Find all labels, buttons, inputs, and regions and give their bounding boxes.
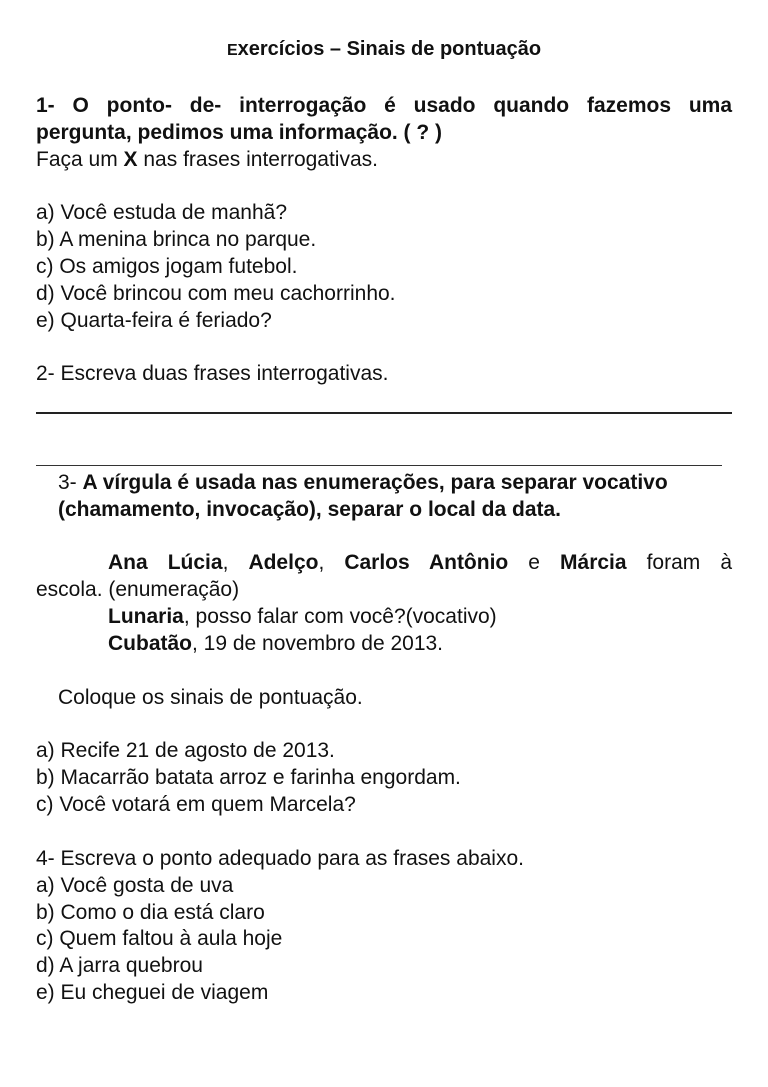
q3-item: a) Recife 21 de agosto de 2013. [36, 739, 335, 762]
q4-item: e) Eu cheguei de viagem [36, 981, 269, 1004]
q1-instruction-pre: Faça um [36, 148, 124, 171]
q1-item: d) Você brincou com meu cachorrinho. [36, 282, 396, 305]
q4-instruction: 4- Escreva o ponto adequado para as frases abaixo. [36, 847, 524, 870]
q1-item: a) Você estuda de manhã? [36, 201, 288, 224]
q3-example-vocative [108, 604, 497, 630]
q3-statement-line1 [58, 470, 668, 496]
page-title [0, 37, 768, 63]
q4-item: d) A jarra quebrou [36, 954, 203, 977]
q3-item: b) Macarrão batata arroz e farinha engordam. [36, 766, 461, 789]
q4-item: c) Quem faltou à aula hoje [36, 927, 283, 950]
q1-instruction [36, 147, 378, 173]
example-name: Cubatão [108, 632, 192, 655]
separator: , [222, 551, 249, 574]
q1-item: e) Quarta-feira é feriado? [36, 309, 272, 332]
q3-number: 3- [58, 471, 83, 494]
q4-item: a) Você gosta de uva [36, 874, 234, 897]
answer-line [36, 465, 722, 466]
answer-line [36, 412, 732, 414]
separator: , [318, 551, 345, 574]
q3-example-enumeration-cont: escola. (enumeração) [36, 578, 240, 601]
q1-instruction-post: nas frases interrogativas. [137, 148, 378, 171]
q1-statement-line1: 1- O ponto- de- interrogação é usado quando fazemos uma [36, 94, 732, 117]
q1-instruction-x: X [123, 148, 138, 171]
separator: e [508, 551, 561, 574]
q3-example-enumeration [108, 550, 732, 576]
q3-statement-line2: (chamamento, invocação), separar o local da data. [58, 498, 562, 521]
q1-item: b) A menina brinca no parque. [36, 228, 317, 251]
example-name: Márcia [560, 551, 627, 574]
q3-statement-text: A vírgula é usada nas enumerações, para separar vocativo [82, 471, 668, 494]
title-lead: E [226, 42, 238, 59]
q4-item: b) Como o dia está claro [36, 901, 265, 924]
q1-item: c) Os amigos jogam futebol. [36, 255, 298, 278]
example-name: Lunaria [108, 605, 184, 628]
example-rest: , posso falar com você?(vocativo) [183, 605, 497, 628]
example-name: Ana Lúcia [108, 551, 223, 574]
example-name: Adelço [248, 551, 319, 574]
q2-instruction: 2- Escreva duas frases interrogativas. [36, 362, 389, 385]
title-rest: xercícios – Sinais de pontuação [237, 38, 542, 60]
q3-example-date [108, 631, 443, 657]
example-rest: foram à [626, 551, 732, 574]
q3-instruction: Coloque os sinais de pontuação. [58, 686, 363, 709]
example-rest: , 19 de novembro de 2013. [192, 632, 444, 655]
q1-statement-line2: pergunta, pedimos uma informação. ( ? ) [36, 121, 443, 144]
q3-item: c) Você votará em quem Marcela? [36, 793, 356, 816]
example-name: Carlos Antônio [344, 551, 509, 574]
